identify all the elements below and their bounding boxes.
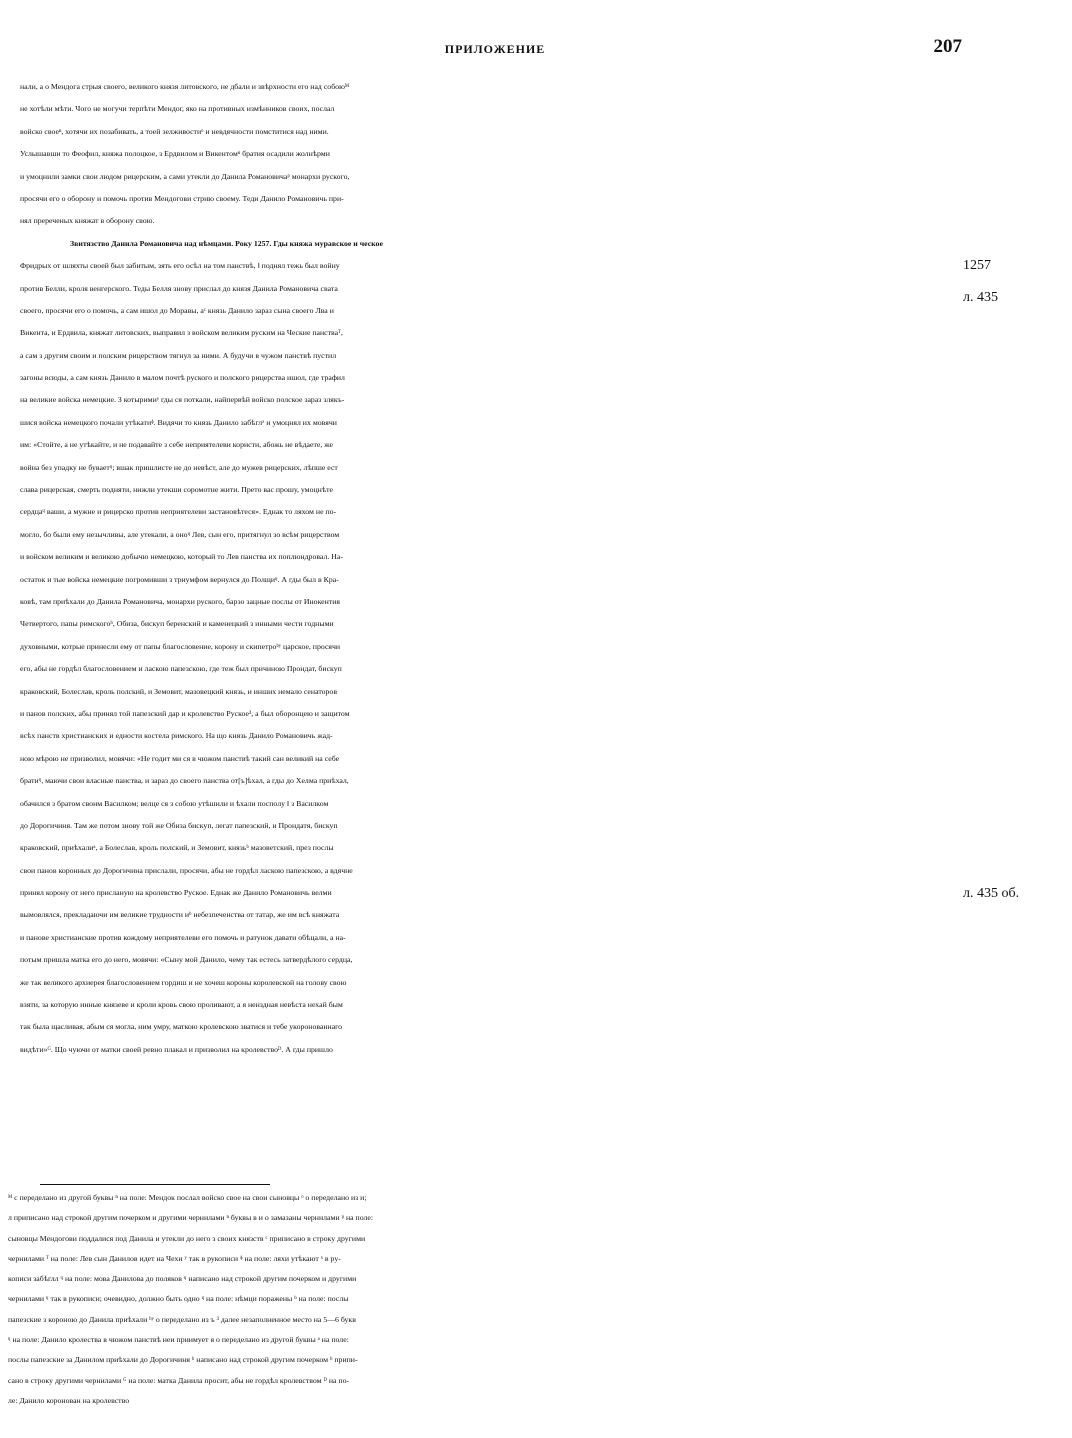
text-line: потым пришла матка его до него, мовячи: «Сыну мой Данило, чему так естесь затвердѣлого сердца, [20,955,353,965]
body-text [20,76,968,1061]
text-line: взяти, за которую инные князеве и кроли кровь свою проливают, а я нензднaя невѣста нехай бым [20,1000,343,1010]
text-line: же так великого архиерея благословением гордиш и не хочеш короны королевской на голову свою [20,977,347,987]
text-line: им: «Стойте, а не утѣкайте, и не подавайте з себе неприятелеви користи, абожь не вѣдаете, же [20,440,333,450]
text-line: война без упадку не буваетᶣ; вшак пришлисте не до невѣст, але до мужев рицерских, лѣпше ест [20,462,338,472]
text-line: шися войска немецкого почали утѣкатиᶲ. Видячи то князь Данило забѣглˣ и умоцнял их мовячи [20,417,337,427]
text-line: краковский, приѣхалиᵃ, а Болеслав, кроль полский, и Земовит, князьᵇ мазоветский, през послы [20,843,334,853]
text-line: сердцаᶣ ваши, а мужне и рицерско против неприятелеви застановѣтеся». Еднак то ляхом не по- [20,507,337,517]
text-line: нали, а о Мендога стрыя своего, великого князя литовского, не дбали и звѣрхности его над собоюᴹ [20,82,350,91]
footnotes [8,1188,958,1411]
text-line: так была щасливая, абым ся могла, ним умру, маткою кролевскою зватися и тебе укоронованнаго [20,1022,343,1032]
margin-note-year: 1257 [963,258,991,273]
footnote-line: сано в строку другими чернилами ᴳ на поле: матка Данила просит, абы не гордѣл кролевством ᴰ на по- [8,1375,350,1385]
text-line: его, абы не гордѣл благословением и ласкою папезскою, где теж был причиною Прондат, бискуп [20,664,342,674]
text-line: вымовлялся, прекладаючи им великие трудности иᵇ небезпеченства от татар, же им всѣ княжата [20,910,340,920]
text-line: Услышавши то Феофил, княжа полоцкое, з Ердвилом и Викентомⁿ братия осадили жолнѣрми [20,149,330,159]
footnote-line: папезские з короною до Данила приѣхали ᵇʸ о переделано из ъ ³ далее незаполненное место на 5—6 букв [8,1314,356,1324]
text-line: просячи его о оборону и помочь против Мендогови стрию своему. Теди Данило Романовичь при- [20,193,344,203]
text-line: не хотѣли мѣти. Чого не могучи терпѣти Мендог, яко на противных измѣнников своих, послал [20,104,335,114]
text-line: Фридрых от шляхты своей был забитым, зять его осѣл на том панствѣ, ‖ поднял тежь был войну [20,261,340,271]
margin-note-leaf-435: л. 435 [963,290,998,305]
text-line: всѣх панств христианских и едности костела римского. На що князь Данило Романовичь жад- [20,731,333,741]
footnote-line: послы папезские за Данилом приѣхали до Дорогичиня ᵇ написано над строкой другим почерком ᵇ припи- [8,1355,358,1365]
text-line: обачился з братом своим Василком; велце ся з собою утѣшили и ѣхали посполу ‖ з Василком [20,798,329,808]
text-line: братиᶣ, маючи свои власные панства, и зараз до своего панства от[ъ]ѣхал, а гды до Хелма приѣхал, [20,776,349,786]
running-title: ПРИЛОЖЕНИЕ [444,42,546,56]
section-heading-line: Звитязство Данила Романовича над нѣмцами. Року 1257. Гды княжа муравское и ческое [70,238,383,248]
footnote-line: л приписано над строкой другим почерком и другими чернилами ⁿ буквы в и о замазаны чернилами ᵖ на поле: [8,1213,374,1223]
text-line: видѣти»ᴳ. Що чуючи от матки своей ревно плакал и призволил на кролевствоᴰ. А гды пришло [20,1044,333,1054]
footnote-divider [40,1184,270,1185]
text-line: и панов полских, абы принял той папезский дар и кролевство Руское³, а был оборонцею и защитом [20,708,350,718]
text-line: могло, бо были ему незычливы, але утекали, а оноᶣ Лев, сын его, притягнул зо всѣм рицерством [20,529,340,539]
page-number: 207 [933,36,962,57]
text-line: и умоцнили замки свои людом рицерским, а сами утекли до Данила Романовичаᵖ монархи руского, [20,171,350,181]
footnote-line: ᶣ на поле: Данило кролества в чюжом панствѣ неи приимует ᴙ о переделано из другой буквы ᵃ на поле: [8,1335,349,1345]
footnote-line: сыновцы Мендогови поддалися под Данила и утекли до него з своих князств ᶜ приписано в строку другими [8,1233,366,1243]
page-header [20,36,970,60]
text-line: а сам з другим своим и полским рицерством тягнул за ними. А будучи в чужом панствѣ пустил [20,350,337,360]
footnote-line: ле: Данило коронован на кролевство [8,1395,130,1405]
margin-note-leaf-435-verso: л. 435 об. [963,886,1020,901]
text-line: и панове христианские против кождому неприятелеви его помочь и ратунок давати обѣцали, а на- [20,932,346,942]
footnote-line: кописи забѣглл ᶣ на поле: мова Данилова до поляков ᶣ написано над строкой другим почерком и другими [8,1274,357,1284]
text-line: слава рицерская, смерть подняти, нижли утекши соромотне жити. Прето вас прошу, умоцнѣте [20,485,333,495]
text-line: против Белли, кроля венгерского. Теды Белля знову прислал до князя Данила Романовича свата [20,283,338,293]
text-line: на великие войска немецкие. З котыримиʸ гды ся поткали, найпервѣй войско полское зараз злякъ- [20,395,345,405]
text-line: загоны всюды, а сам князь Данило в малом почтѣ руского и полского рицерства ишол, где трафил [20,373,345,383]
footnote-line: чернилами ᵀ на поле: Лев сын Данилов идет на Чехи ʸ так в рукописи ᶲ на поле: ляхи утѣкают ˣ в ру- [8,1253,341,1263]
text-line: свои панов коронных до Дорогичина прислали, просячи, абы не гордѣл ласкою папезскою, а вдячне [20,865,353,875]
text-line: духовными, котрые принесли ему от папы благословение, корону и скипетроᵇʸ царское, просячи [20,641,341,651]
text-line: ною мѣрою не призволил, мовячи: «Не годит ми ся в чюжом панствѣ такий сан великий на себе [20,753,340,763]
text-line: Четвертого, папы римскогоᵇ, Обиза, бискуп беренский и каменецкий з инными чести годными [20,619,334,629]
text-line: Викента, и Ердвила, княжат литовских, выправил з войском великим руским на Ческие панстваᵀ, [20,328,343,338]
text-line: остаток и тые войска немецкие погромивши з триумфом вернулся до Полщиᶣ. А гды был в Кра- [20,574,339,584]
text-line: нял пререченых княжат в оборону свою. [20,216,155,226]
footnote-line: чернилами ᶣ так в рукописи; очевидно, должно быть одно ᶣ на поле: нѣмци поражены ᵇ на поле: послы [8,1294,349,1304]
text-line: и войском великим и великою добычю немецкою, который то Лев панства их поплюндровал. На- [20,552,343,562]
text-line: краковский, Болеслав, кроль полский, и Земовит, мазовецкий князь, и инших немало сенаторов [20,686,338,696]
text-line: ковѣ, там приѣхали до Данила Романовича, монархи руского, барзо зацные послы от Инокентия [20,596,340,606]
footnote-line: ᴹ с переделано из другой буквы ⁿ на поле: Мендок послал войско свое на свои сыновцы ᵒ о переделано из и; [8,1193,367,1202]
text-line: принял корону от него присланую на кролевство Руское. Еднак же Данило Романовичь велми [20,888,332,898]
text-line: до Дорогичиня. Там же потом знову той же Обиза бискуп, легат папезский, и Прондатᴙ, бискуп [20,820,338,830]
text-line: войско своеⁿ, хотячи их позабивать, а тоей зелживостиᵒ и невдячности помститися над ними. [20,126,329,136]
text-line: своего, просячи его о помочь, а сам ишол до Моравы, аᶜ князь Данило зараз сына своего Лва и [20,305,334,315]
